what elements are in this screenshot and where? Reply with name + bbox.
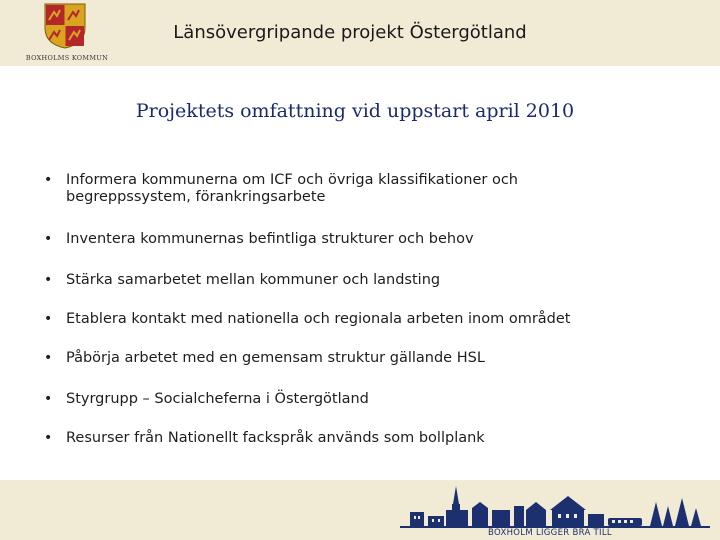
list-item <box>40 391 680 408</box>
list-item <box>40 430 680 447</box>
bullet-dot: • <box>44 172 53 188</box>
bullet-dot: • <box>44 430 53 446</box>
bullet-text-line: Påbörja arbetet med en gemensam struktur gällande HSL <box>66 350 485 366</box>
bullet-text-line: begreppssystem, förankringsarbete <box>66 189 326 205</box>
list-item <box>40 172 680 206</box>
bullet-text-line: Resurser från Nationellt fackspråk används som bollplank <box>66 430 485 446</box>
bullet-text-line: Informera kommunerna om ICF och övriga klassifikationer och <box>66 172 518 188</box>
logo-text: BOXHOLMS KOMMUN <box>25 54 109 62</box>
bullet-dot: • <box>44 350 53 366</box>
header-band <box>0 0 720 66</box>
bullet-dot: • <box>44 231 53 247</box>
header-title: Länsövergripande projekt Östergötland <box>173 22 527 43</box>
bullet-dot: • <box>44 272 53 288</box>
list-item <box>40 350 680 367</box>
list-item <box>40 272 680 289</box>
list-item <box>40 231 680 248</box>
bullet-text-line: Stärka samarbetet mellan kommuner och landsting <box>66 272 441 288</box>
bullet-dot: • <box>44 391 53 407</box>
bullet-text-line: Inventera kommunernas befintliga strukturer och behov <box>66 231 474 247</box>
list-item <box>40 311 680 328</box>
bullet-text-line: Styrgrupp – Socialcheferna i Östergötland <box>66 391 369 407</box>
bullet-dot: • <box>44 311 53 327</box>
bullet-text-line: Etablera kontakt med nationella och regionala arbeten inom området <box>66 311 571 327</box>
slide-title: Projektets omfattning vid uppstart april 2010 <box>135 100 575 122</box>
slogan: BOXHOLM LIGGER BRA TILL <box>488 528 612 538</box>
